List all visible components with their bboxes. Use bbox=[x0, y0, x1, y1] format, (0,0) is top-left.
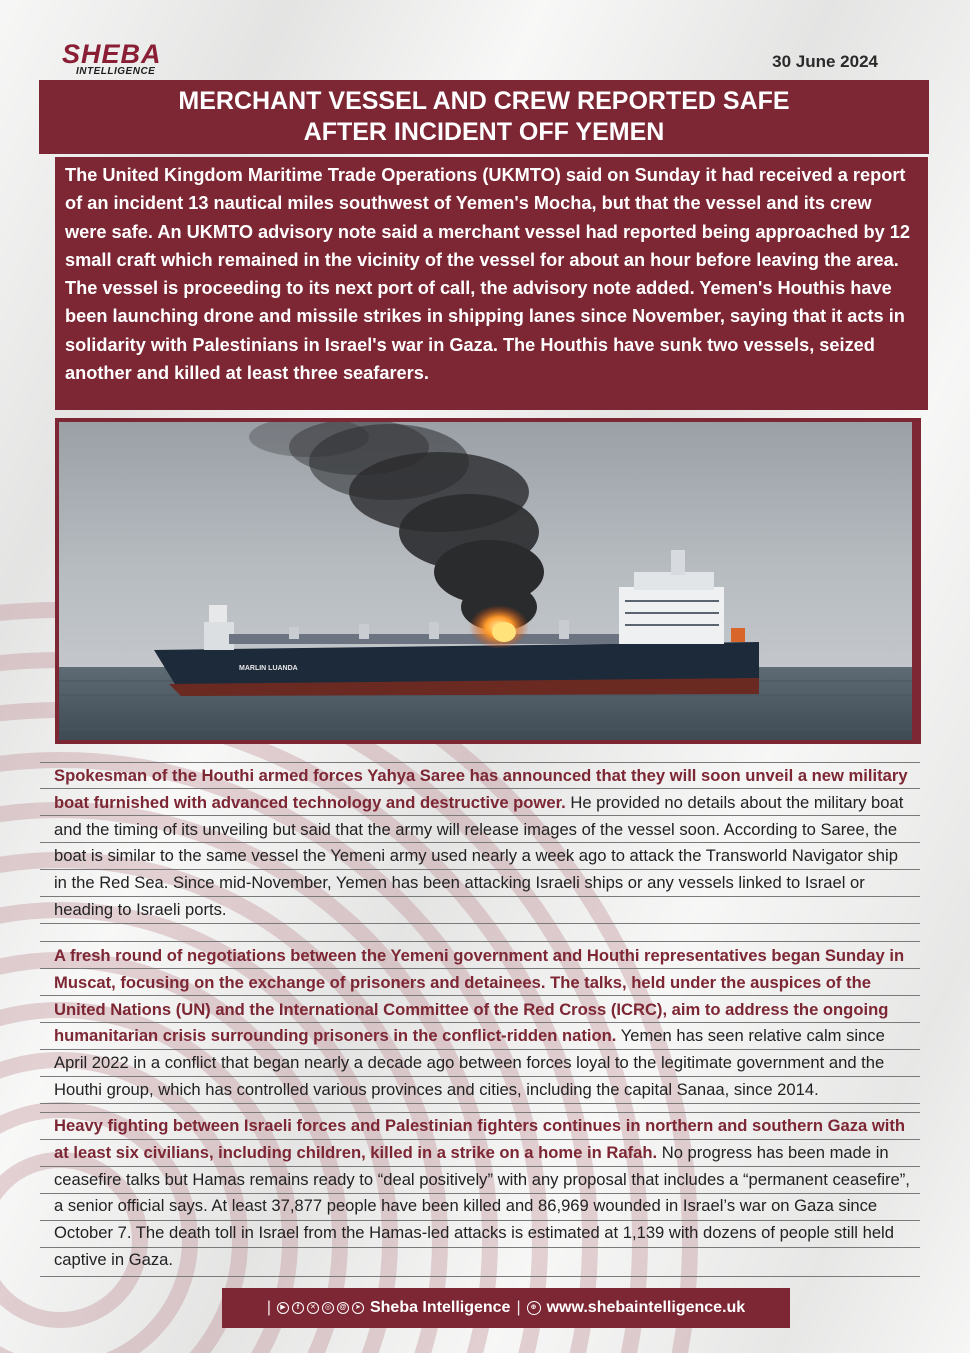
sheba-logo bbox=[62, 40, 180, 80]
threads-icon[interactable]: @ bbox=[337, 1302, 349, 1314]
footer-separator: | bbox=[266, 1299, 271, 1316]
publication-date: 30 June 2024 bbox=[772, 52, 878, 71]
footer-website[interactable]: www.shebaintelligence.uk bbox=[546, 1299, 746, 1316]
footer-handle[interactable]: Sheba Intelligence bbox=[369, 1299, 511, 1316]
instagram-icon[interactable]: ◎ bbox=[322, 1302, 334, 1314]
headline bbox=[39, 80, 929, 154]
footer-bar bbox=[222, 1288, 790, 1328]
story-3-text bbox=[54, 1113, 914, 1274]
logo-name: SHEBA bbox=[62, 39, 162, 69]
headline-line-1: MERCHANT VESSEL AND CREW REPORTED SAFE bbox=[178, 87, 790, 115]
telegram-icon[interactable]: ➤ bbox=[352, 1302, 364, 1314]
story-1-body: He provided no details about the military boat and the timing of its unveiling but said that the army will release images of the vessel soon. According to Saree, the boat is similar to the same vessel the Yemeni army used nearly a week ago to attack the Transworld Navigator ship in the Red Sea. Since mid-November, Yemen has been attacking Israeli ships or any vessels linked to Israel or heading to Israeli ports. bbox=[54, 792, 904, 919]
globe-icon: ⊕ bbox=[527, 1301, 541, 1315]
ship-name-label: MARLIN LUANDA bbox=[239, 665, 298, 672]
social-icons bbox=[277, 1302, 364, 1314]
burning-tanker-photo bbox=[59, 422, 912, 740]
story-3-bottom-rule bbox=[40, 1276, 920, 1277]
story-2-text bbox=[54, 943, 914, 1104]
story-3-highlight: Heavy fighting between Israeli forces and Palestinian fighters continues in northern and southern Gaza with at least six civilians, including children, killed in a strike on a home in Rafah. bbox=[54, 1116, 906, 1162]
story-2-body: Yemen has seen relative calm since April 2022 in a conflict that began nearly a decade ago between forces loyal to the legitimate government and the Houthi group, which has controlled various provinces and cities, including the capital Sanaa, since 2014. bbox=[54, 1026, 885, 1099]
photo-frame bbox=[55, 418, 921, 744]
story-1-highlight: Spokesman of the Houthi armed forces Yahya Saree has announced that they will soon unveil a new military boat furnished with advanced technology and destructive power. bbox=[54, 766, 908, 812]
lead-story bbox=[55, 157, 928, 410]
youtube-icon[interactable]: ▶ bbox=[277, 1302, 289, 1314]
logo-subtitle: INTELLIGENCE bbox=[76, 66, 156, 77]
footer-separator: | bbox=[516, 1299, 521, 1316]
facebook-icon[interactable]: f bbox=[292, 1302, 304, 1314]
headline-line-2: AFTER INCIDENT OFF YEMEN bbox=[303, 118, 665, 146]
lead-text: The United Kingdom Maritime Trade Operations (UKMTO) said on Sunday it had received a report of an incident 13 nautical miles southwest of Yemen's Mocha, but that the vessel and its crew were safe. An UKMTO advisory note said a merchant vessel had reported being approached by 12 small craft which remained in the vicinity of the vessel for about an hour before leaving the area. The vessel is proceeding to its next port of call, the advisory note added. Yemen's Houthis have been launching drone and missile strikes in shipping lanes since November, saying that it acts in solidarity with Palestinians in Israel's war in Gaza. The Houthis have sunk two vessels, seized another and killed at least three seafarers. bbox=[65, 165, 910, 384]
story-2-highlight: A fresh round of negotiations between the Yemeni government and Houthi representatives began Sunday in Muscat, focusing on the exchange of prisoners and detainees. The talks, held under the auspices of the United Nations (UN) and the International Committee of the Red Cross (ICRC), aim to address the ongoing humanitarian crisis surrounding prisoners in the conflict-ridden nation. bbox=[54, 946, 905, 1046]
story-1-text bbox=[54, 763, 914, 924]
story-2-top-rule bbox=[40, 941, 920, 942]
x-icon[interactable]: ✕ bbox=[307, 1302, 319, 1314]
story-3-body: No progress has been made in ceasefire talks but Hamas remains ready to “deal positively” with any proposal that includes a “permanent ceasefire”, a senior official says. At least 37,877 people have been killed and 86,969 wounded in Israel’s war on Gaza since October 7. The death toll in Israel from the Hamas-led attacks is estimated at 1,139 with dozens of people still held captive in Gaza. bbox=[54, 1142, 910, 1269]
